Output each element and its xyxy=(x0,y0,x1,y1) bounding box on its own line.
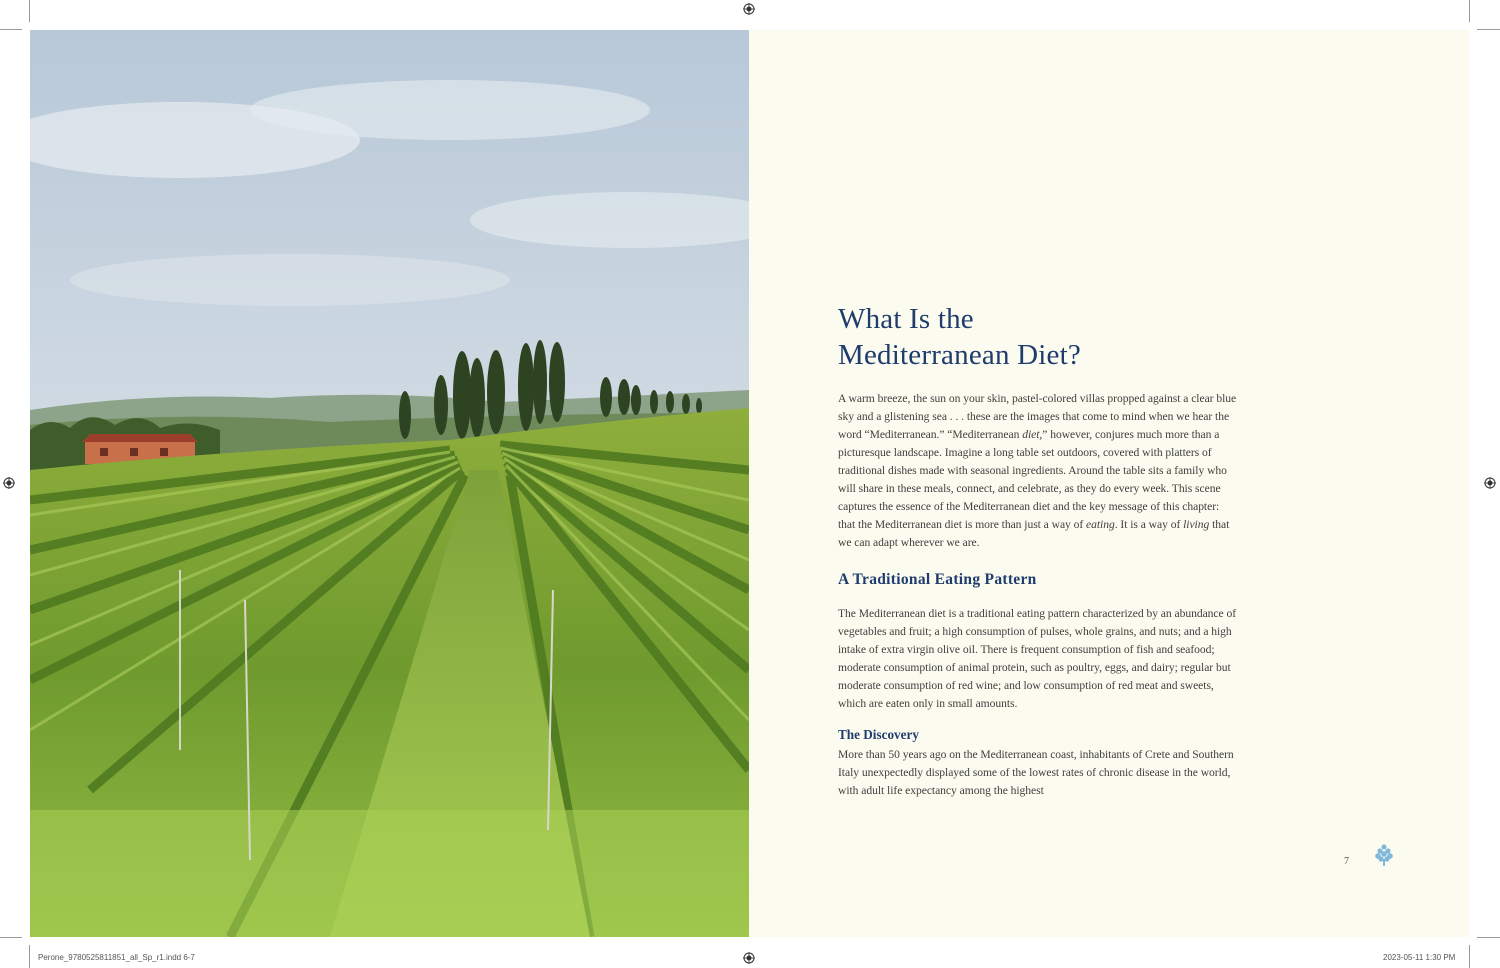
registration-mark-icon xyxy=(3,477,15,489)
intro-text: that we can adapt wherever we are. xyxy=(838,518,1230,549)
intro-paragraph xyxy=(838,390,1238,552)
intro-emphasis: diet, xyxy=(1022,428,1043,441)
crop-mark xyxy=(0,29,22,30)
vineyard-illustration xyxy=(30,30,749,937)
crop-mark xyxy=(1469,0,1470,22)
chapter-title-line1: What Is the xyxy=(838,303,974,335)
chapter-title xyxy=(838,301,1238,373)
discovery-paragraph: More than 50 years ago on the Mediterranean coast, inhabitants of Crete and Southern Italy unexpectedly displayed some of the lowest rates of chronic disease in the world, with adult life expectancy among the highest xyxy=(838,748,1234,797)
registration-mark-icon xyxy=(743,952,755,964)
text-page xyxy=(749,30,1469,937)
intro-text: A warm breeze, the sun on your skin, pastel-colored villas propped against a clear blue sky and a glistening sea . . . these are the images that come to mind when we hear the word “Mediterranean.” “Mediterranean xyxy=(838,392,1237,441)
intro-emphasis: living xyxy=(1183,518,1210,531)
vineyard-photo xyxy=(30,30,749,937)
article-column xyxy=(838,301,1238,800)
crop-mark xyxy=(29,945,30,968)
page-number: 7 xyxy=(1344,856,1349,867)
section-paragraph: The Mediterranean diet is a traditional eating pattern characterized by an abundance of vegetables and fruit; a high consumption of pulses, whole grains, and nuts; and a high intake of extra virgin olive oil. There is frequent consumption of fish and seafood; moderate consumption of animal protein, such as poultry, eggs, and dairy; regular but moderate consumption of red wine; and low consumption of red meat and sweets, which are eaten only in small amounts. xyxy=(838,607,1237,710)
section-heading: A Traditional Eating Pattern xyxy=(838,571,1037,588)
registration-mark-icon xyxy=(1484,477,1496,489)
slug-timestamp: 2023-05-11 1:30 PM xyxy=(1383,953,1456,962)
crop-mark xyxy=(1469,945,1470,968)
intro-emphasis: eating xyxy=(1086,518,1115,531)
intro-text: . It is a way of xyxy=(1114,518,1184,531)
chapter-title-line2: Mediterranean Diet? xyxy=(838,339,1081,371)
crop-mark xyxy=(0,937,22,938)
olive-tree-ornament-icon xyxy=(1374,843,1394,867)
crop-mark xyxy=(29,0,30,22)
registration-mark-icon xyxy=(743,3,755,15)
crop-mark xyxy=(1477,937,1500,938)
subsection-heading: The Discovery xyxy=(838,727,919,742)
slug-filename: Perone_9780525811851_all_Sp_r1.indd 6-7 xyxy=(38,953,195,962)
intro-text: ” however, conjures much more than a picturesque landscape. Imagine a long table set outdoors, covered with platters of traditional dishes made with seasonal ingredients. Around the table sits a family who will share in these meals, connect, and celebrate, as they do every week. This scene captures the essence of the Mediterranean diet and the key message of this chapter: that the Mediterranean diet is more than just a way of xyxy=(838,428,1227,531)
crop-mark xyxy=(1477,29,1500,30)
